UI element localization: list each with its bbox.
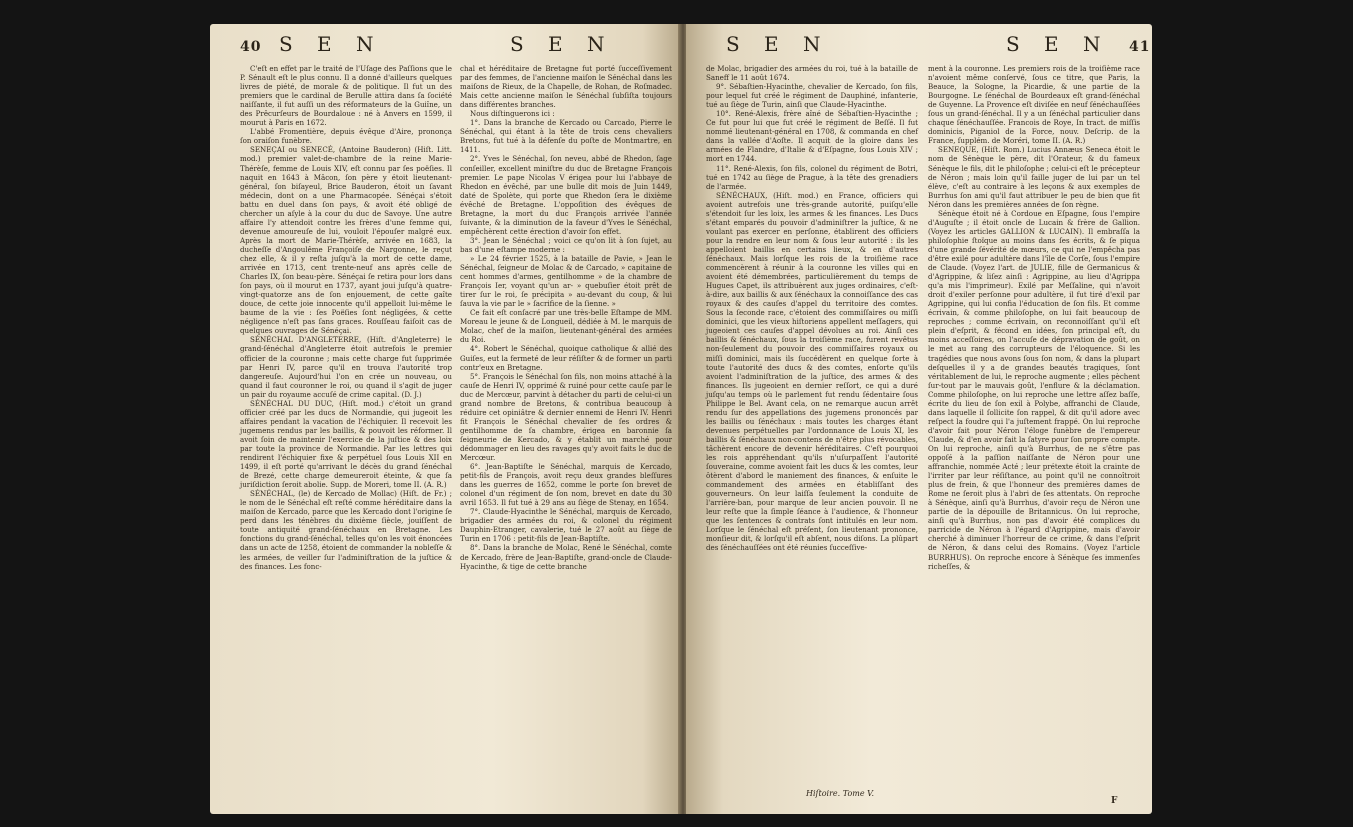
right-page bbox=[686, 24, 1152, 814]
paragraph: 10°. René-Alexis, frère aîné de Sébaſtien-Hyacinthe ; Ce fut pour lui que fut créé le régiment de Beſſé. Il fut nommé lieutenant-général en 1708, & commanda en chef dans la vallée d'Aoſte. Il acquit de la gloire dans les armées de Flandre, d'Italie & d'Eſpagne, ſous Louis XIV ; mort en 1744. bbox=[706, 109, 918, 164]
paragraph: Nous diſtinguerons ici : bbox=[470, 109, 555, 119]
left-page bbox=[210, 24, 680, 814]
left-page-column-2 bbox=[460, 64, 672, 571]
paragraph: 11°. René-Alexis, ſon fils, colonel du régiment de Botri, tué en 1742 au ſiège de Prague, à la tête des grenadiers de l'armée. bbox=[706, 163, 918, 191]
paragraph: 6°. Jean-Baptiſte le Sénéchal, marquis de Kercado, petit-fils de François, avoit reçu deux grandes bleſſures dans les guerres de 1652, comme le porte ſon brevet de colonel d'un régiment de ſon nom, brevet en date du 30 avril 1653. Il fut tué à 29 ans au ſiège de Stenay, en 1654. bbox=[460, 462, 672, 508]
paragraph: 5°. François le Sénéchal ſon fils, non moins attaché à la cauſe de Henri IV, opprimé & ruiné pour cette cauſe par le duc de Mercœur, parvint à détacher du parti de celui-ci un grand nombre de Bretons, & contribua beaucoup à réduire cet opiniâtre & dernier ennemi de Henri IV. Henri fit François le Sénéchal chevalier de ſes ordres & gentilhomme de ſa chambre, érigea en baronnie ſa ſeigneurie de Kercado, & y établit un marché pour dédommager en lieu des ravages qu'y avoit faits le duc de Mercœur. bbox=[460, 371, 672, 463]
paragraph: SÉNÉCHAUX, (Hiſt. mod.) en France, officiers qui avoient autrefois une très-grande autorité, puiſqu'elle s'étendoit ſur les loix, les armes & les finances. Les Ducs s'étant emparés du pouvoir d'adminiſtrer la juſtice, & ne voulant pas exercer en perſonne, établirent des officiers pour la rendre en leur nom & ſous leur autorité : ils les appelloient baillis en certains lieux, & en d'autres ſénéchaux. Mais lorſque les rois de la troiſième race commencèrent à réunir à la couronne les villes qui en avoient été démembrées, particulièrement du temps de Hugues Capet, ils attribuèrent aux juges ordinaires, c'eſt-à-dire, aux baillis & aux ſénéchaux la connoiſſance des cas royaux & des cauſes d'appel du territoire des comtes. Sous la ſeconde race, c'étoient des commiſſaires ou miſſi dominici, que les vieux hiſtoriens appellent meſſagers, qui jugeoient ces cauſes d'appel dévolues au roi. Ainſi ces baillis & ſénéchaux, ſous la troiſième race, furent revêtus non-ſeulement du pouvoir des commiſſaires royaux ou miſſi dominici, mais ils ſuccédèrent en quelque ſorte à toute l'autorité des ducs & des comtes, enſorte qu'ils avoient l'adminiſtration de la juſtice, des armes & des finances. Ils jugeoient en dernier reſſort, ce qui a duré juſqu'au temps où le parlement fut rendu ſédentaire ſous Philippe le Bel. Avant cela, on ne remarque aucun arrêt rendu ſur des appellations des jugemens prononcés par les baillis ou ſénéchaux : mais toutes les charges étant devenues perpétuelles par l'ordonnance de Louis XI, les baillis & ſénéchaux non-contens de n'être plus révocables, tâchèrent encore de devenir héréditaires. C'eſt pourquoi les rois appréhendant qu'ils n'uſurpaſſent l'autorité ſouveraine, comme avoient fait les ducs & les comtes, leur ôtèrent d'abord le maniement des finances, & enſuite le commandement des armées en établiſſant des gouverneurs. On leur laiſſa ſeulement la conduite de l'arrière-ban, pour marque de leur ancien pouvoir. Il ne leur reſte que la ſimple ſéance à l'audience, & l'honneur que les ſentences & contrats ſont intitulés en leur nom. Lorſque le ſénéchal eſt préſent, ſon lieutenant prononce, monſieur dit, & lorſqu'il eſt abſent, nous diſons. La plûpart des ſénéchauſſées ont été réunies ſucceſſive- bbox=[706, 190, 918, 553]
paragraph: de Molac, brigadier des armées du roi, tué à la bataille de Saneff le 11 août 1674. bbox=[706, 64, 918, 83]
signature-mark: F bbox=[1111, 796, 1118, 806]
paragraph: » Le 24 février 1525, à la bataille de Pavie, » Jean le Sénéchal, ſeigneur de Molac & de Carcado, » capitaine de cent hommes d'armes, gentilhomme » de la chambre de François Ier, voyant qu'un ar- » quebuſier étoit prêt de tirer ſur le roi, ſe précipita » au-devant du coup, & lui ſauva la vie par le » ſacrifice de la ſienne. » bbox=[460, 253, 672, 309]
paragraph: SÉNÉCHAL, (le) de Kercado de Mollac) (Hiſt. de Fr.) ; le nom de le Sénéchal eſt reſté comme héréditaire dans la maiſon de Kercado, parce que les Kercado dont l'origine ſe perd dans les ténèbres du dixième ſiècle, jouiſſent de toute antiquité grand-ſénéchaux en Bretagne. Les fonctions du grand-ſénéchal, telles qu'on les voit énoncées dans un acte de 1258, étoient de commander la nobleſſe & les armées, de veiller ſur l'adminiſtration de la juſtice & des finances. Les fonc- bbox=[240, 489, 452, 571]
running-head-right-1: S E N bbox=[726, 32, 830, 56]
paragraph: 3°. Jean le Sénéchal ; voici ce qu'on lit à ſon ſujet, au bas d'une eſtampe moderne : bbox=[460, 235, 672, 254]
paragraph: L'abbé Fromentière, depuis évêque d'Aire, prononça ſon oraiſon funèbre. bbox=[240, 127, 452, 146]
paragraph: ment à la couronne. Les premiers rois de la troiſième race n'avoient même conſervé, ſous ce titre, que Paris, la Beauce, la Sologne, la Picardie, & une partie de la Bourgogne. Le ſénéchal de Bourdeaux eſt grand-ſénéchal de Guyenne. La Provence eſt diviſée en neuf ſénéchauſſées ſous un grand-ſénéchal. Il y a un ſénéchal particulier dans chaque ſénéchauſſée. Francois de Roye, In tract. de miſſis dominicis, Piganiol de la Force, nouv. Deſcrip. de la France, ſupplém. de Moréri, tome II. (A. R.) bbox=[928, 64, 1140, 146]
running-head-left-2: S E N bbox=[510, 32, 614, 56]
volume-footer: Hiſtoire. Tome V. bbox=[806, 789, 875, 798]
paragraph: SENEQUE, (Hiſt. Rom.) Lucius Annæus Seneca étoit le nom de Sénèque le père, dit l'Orateur, & du fameux Sénèque le fils, dit le philoſophe ; celui-ci eſt le précepteur de Néron ; mais loin qu'il faille juger de lui par un tel élève, c'eſt au contraire à les leçons & aux exemples de Burrhus ſon ami qu'il faut attribuer le peu de bien que fit Néron dans les premières années de ſon règne. bbox=[928, 145, 1140, 209]
running-head-right-2: S E N bbox=[1006, 32, 1110, 56]
page-number-right: 41 bbox=[1128, 39, 1151, 55]
running-head-left-1: S E N bbox=[278, 32, 383, 56]
paragraph: 8°. Dans la branche de Molac, René le Sénéchal, comte de Kercado, frère de Jean-Baptiſte, grand-oncle de Claude-Hyacinthe, & tige de cette branche bbox=[460, 543, 672, 571]
paragraph: chal et héréditaire de Bretagne fut porté ſucceſſivement par des femmes, de l'ancienne maiſon le Sénéchal dans les maiſons de Rieux, de la Chapelle, de Rohan, de Roſmadec. Mais cette ancienne maiſon le Sénéchal ſubſiſta toujours dans différentes branches. bbox=[460, 64, 672, 110]
paragraph: 9°. Sébaſtien-Hyacinthe, chevalier de Kercado, ſon fils, pour lequel fut créé le régiment de Dauphiné, infanterie, tué au ſiège de Turin, ainſi que Claude-Hyacinthe. bbox=[706, 82, 918, 110]
paragraph: 7°. Claude-Hyacinthe le Sénéchal, marquis de Kercado, brigadier des armées du roi, & colonel du régiment Dauphin-Etranger, cavalerie, tué le 27 août au ſiège de Turin en 1706 : petit-fils de Jean-Baptiſte. bbox=[460, 507, 672, 544]
page-number-left: 40 bbox=[240, 39, 262, 55]
paragraph: Sénèque étoit né à Cordoue en Eſpagne, ſous l'empire d'Auguſte ; il étoit oncle de Lucain & frère de Gallion. (Voyez les articles GALLION & LUCAIN). Il embraſſa la philoſophie ſtoïque au moins dans ſes écrits, & ſe piqua d'une grande ſévérité de mœurs, ce qui ne l'empêcha pas d'être exilé pour adultère dans l'île de Corſe, ſous l'empire de Claude. (Voyez l'art. de JULIE, fille de Germanicus & d'Agrippine, & liſez ainſi : Agrippine, au lieu d'Agrippa qu'a mis l'imprimeur). Exilé par Meſſaline, qui n'avoit droit d'exiler perſonne pour adultère, il fut tiré d'exil par Agrippine, qui lui confia l'éducation de ſon fils. Et comme écrivain, & comme philoſophe, on lui fait beaucoup de reproches ; comme écrivain, on reconnoiſſant qu'il eſt plein d'eſprit, & fécond en idées, ſon principal eſt, du moins acceſſoires, on l'accuſe de dépravation de goût, on le met au rang des corrupteurs de l'éloquence. Si les tragédies que nous avons ſous ſon nom, & dans la plupart deſquelles il y a de grandes beautés tragiques, ſont véritablement de lui, le reproche augmente ; elles pèchent ſur-tout par le mauvais goût, l'enflure & la déclamation. Comme philoſophe, on lui reproche une lettre aſſez baſſe, écrite du lieu de ſon exil à Polybe, affranchi de Claude, dans laquelle il ſollicite ſon rappel, & dit qu'il adore avec reſpect la foudre qui l'a juſtement frappé. On lui reproche d'avoir fait pour Néron l'éloge funèbre de l'empereur Claude, & d'en avoir fait la ſatyre pour ſon propre compte. On lui reproche, ainſi qu'à Burrhus, de ne s'être pas oppoſé à la paſſion naiſſante de Néron pour une affranchie, nommée Acté ; leur prétexte étoit la crainte de l'irriter par leur réſiſtance, au point qu'il ne connoîtroit plus de frein, & que l'honneur des premières dames de Rome ne ſeroit plus à l'abri de ſes attentats. On reproche à Sénèque, ainſi qu'à Burrhus, d'avoir reçu de Néron une partie de la dépouille de Britannicus. On lui reproche, ainſi qu'à Burrhus, non pas d'avoir été complices du parricide de Néron à l'égard d'Agrippine, mais d'avoir cherché à diminuer l'horreur de ce crime, & dans l'eſprit de Néron, & dans celui des Romains. (Voyez l'article BURRHUS). On reproche encore à Sénèque ſes immenſes richeſſes, & bbox=[928, 208, 1140, 571]
paragraph: 1°. Dans la branche de Kercado ou Carcado, Pierre le Sénéchal, qui étant à la tête de trois cens chevaliers Bretons, fut tué à la défenſe du poſte de Montmartre, en 1411. bbox=[460, 118, 672, 155]
paragraph: 4°. Robert le Sénéchal, quoique catholique & allié des Guiſes, eut la fermeté de leur réſiſter & de former un parti contr'eux en Bretagne. bbox=[460, 344, 672, 372]
paragraph: SENEÇAI ou SENECÉ, (Antoine Bauderon) (Hiſt. Litt. mod.) premier valet-de-chambre de la reine Marie-Thérèſe, femme de Louis XIV, eſt connu par ſes poëſies. Il naquit en 1643 à Mâcon, ſon père y étoit lieutenant-général, ſon biſayeul, Brice Bauderon, étoit un ſavant médecin, dont on a une Pharmacopée. Sénéçai s'étoit battu en duel dans ſon pays, & avoit été obligé de chercher un aſyle à la cour du duc de Savoye. Une autre affaire l'y attendoit contre les frères d'une femme qui, devenue amoureuſe de lui, vouloit l'épouſer malgré eux. Après la mort de Marie-Thérèſe, arrivée en 1683, la ducheſſe d'Angoulême Françoiſe de Nargonne, le reçut chez elle, & il y reſta juſqu'à la mort de cette dame, arrivée en 1713, cent trente-neuf ans après celle de Charles IX, ſon beau-père. Sénéçai ſe retira pour lors dans ſon pays, où il mourut en 1737, ayant joui juſqu'à quatre-vingt-quatorze ans de ſon enjouement, de cette gaîte douce, de cette joie innocente qu'il appelloit lui-même le baume de la vie : ſes Poëſies ſont négligées, & cette négligence n'eſt pas ſans graces. Rouſſeau faiſoit cas de quelques ouvrages de Sénéçai. bbox=[240, 145, 452, 336]
right-page-column-1 bbox=[706, 64, 918, 553]
paragraph: SÉNÉCHAL D'ANGLETERRE, (Hiſt. d'Angleterre) le grand-ſénéchal d'Angleterre étoit autrefois le premier officier de la couronne ; mais cette charge fut ſupprimée par Henri IV, parce qu'il en trouva l'autorité trop dangereuſe. Aujourd'hui l'on en crée un nouveau, ou quand il faut couronner le roi, ou quand il s'agit de juger un pair du royaume accuſé de crime capital. (D. J.) bbox=[240, 335, 452, 399]
right-page-column-2 bbox=[928, 64, 1140, 571]
left-page-column-1 bbox=[240, 64, 452, 571]
paragraph: C'eſt en effet par le traité de l'Uſage des Paſſions que le P. Sénault eſt le plus connu. Il a donné d'ailleurs quelques livres de piété, de morale & de politique. Il fut un des premiers que le cardinal de Berulle attira dans ſa ſociété naiſſante, il fut auſſi un des réformateurs de la Guiîne, un des Prêcurſeurs de Bourdaloue : né à Anvers en 1599, il mourut à Paris en 1672. bbox=[240, 64, 452, 128]
paragraph: Ce fait eſt conſacré par une très-belle Eſtampe de MM. Moreau le jeune & de Longueil, dédiée à M. le marquis de Molac, chef de la maiſon, lieutenant-général des armées du Roi. bbox=[460, 308, 672, 345]
paragraph: SÉNÉCHAL DU DUC, (Hiſt. mod.) c'étoit un grand officier créé par les ducs de Normandie, qui jugeoit les affaires pendant la vacation de l'échiquier. Il recevoit les jugemens rendus par les baillis, & pouvoit les réformer. Il avoit ſoin de maintenir l'exercice de la juſtice & des loix par toute la province de Normandie. Par les lettres qui rendirent l'échiquier fixe & perpétuel ſous Louis XII en 1499, il eſt porté qu'arrivant le décès du grand ſénéchal de Brezé, cette charge demeureroit éteinte, & que ſa juriſdiction ſeroit abolie. Supp. de Moreri, tome II. (A. R.) bbox=[240, 398, 452, 490]
paragraph: 2°. Yves le Sénéchal, ſon neveu, abbé de Rhedon, ſage conſeiller, excellent miniſtre du duc de Bretagne François premier. Le pape Nicolas V érigea pour lui l'abbaye de Rhedon en évêché, par une bulle dit mois de Juin 1449, daté de Spolète, qui porte que Rhedon ſera le dixième évêché de Bretagne. L'oppoſition des évêques de Bretagne, la mort du duc François arrivée l'année ſuivante, & la diminution de la faveur d'Yves le Sénéchal, empêchèrent cette érection d'avoir ſon effet. bbox=[460, 154, 672, 236]
